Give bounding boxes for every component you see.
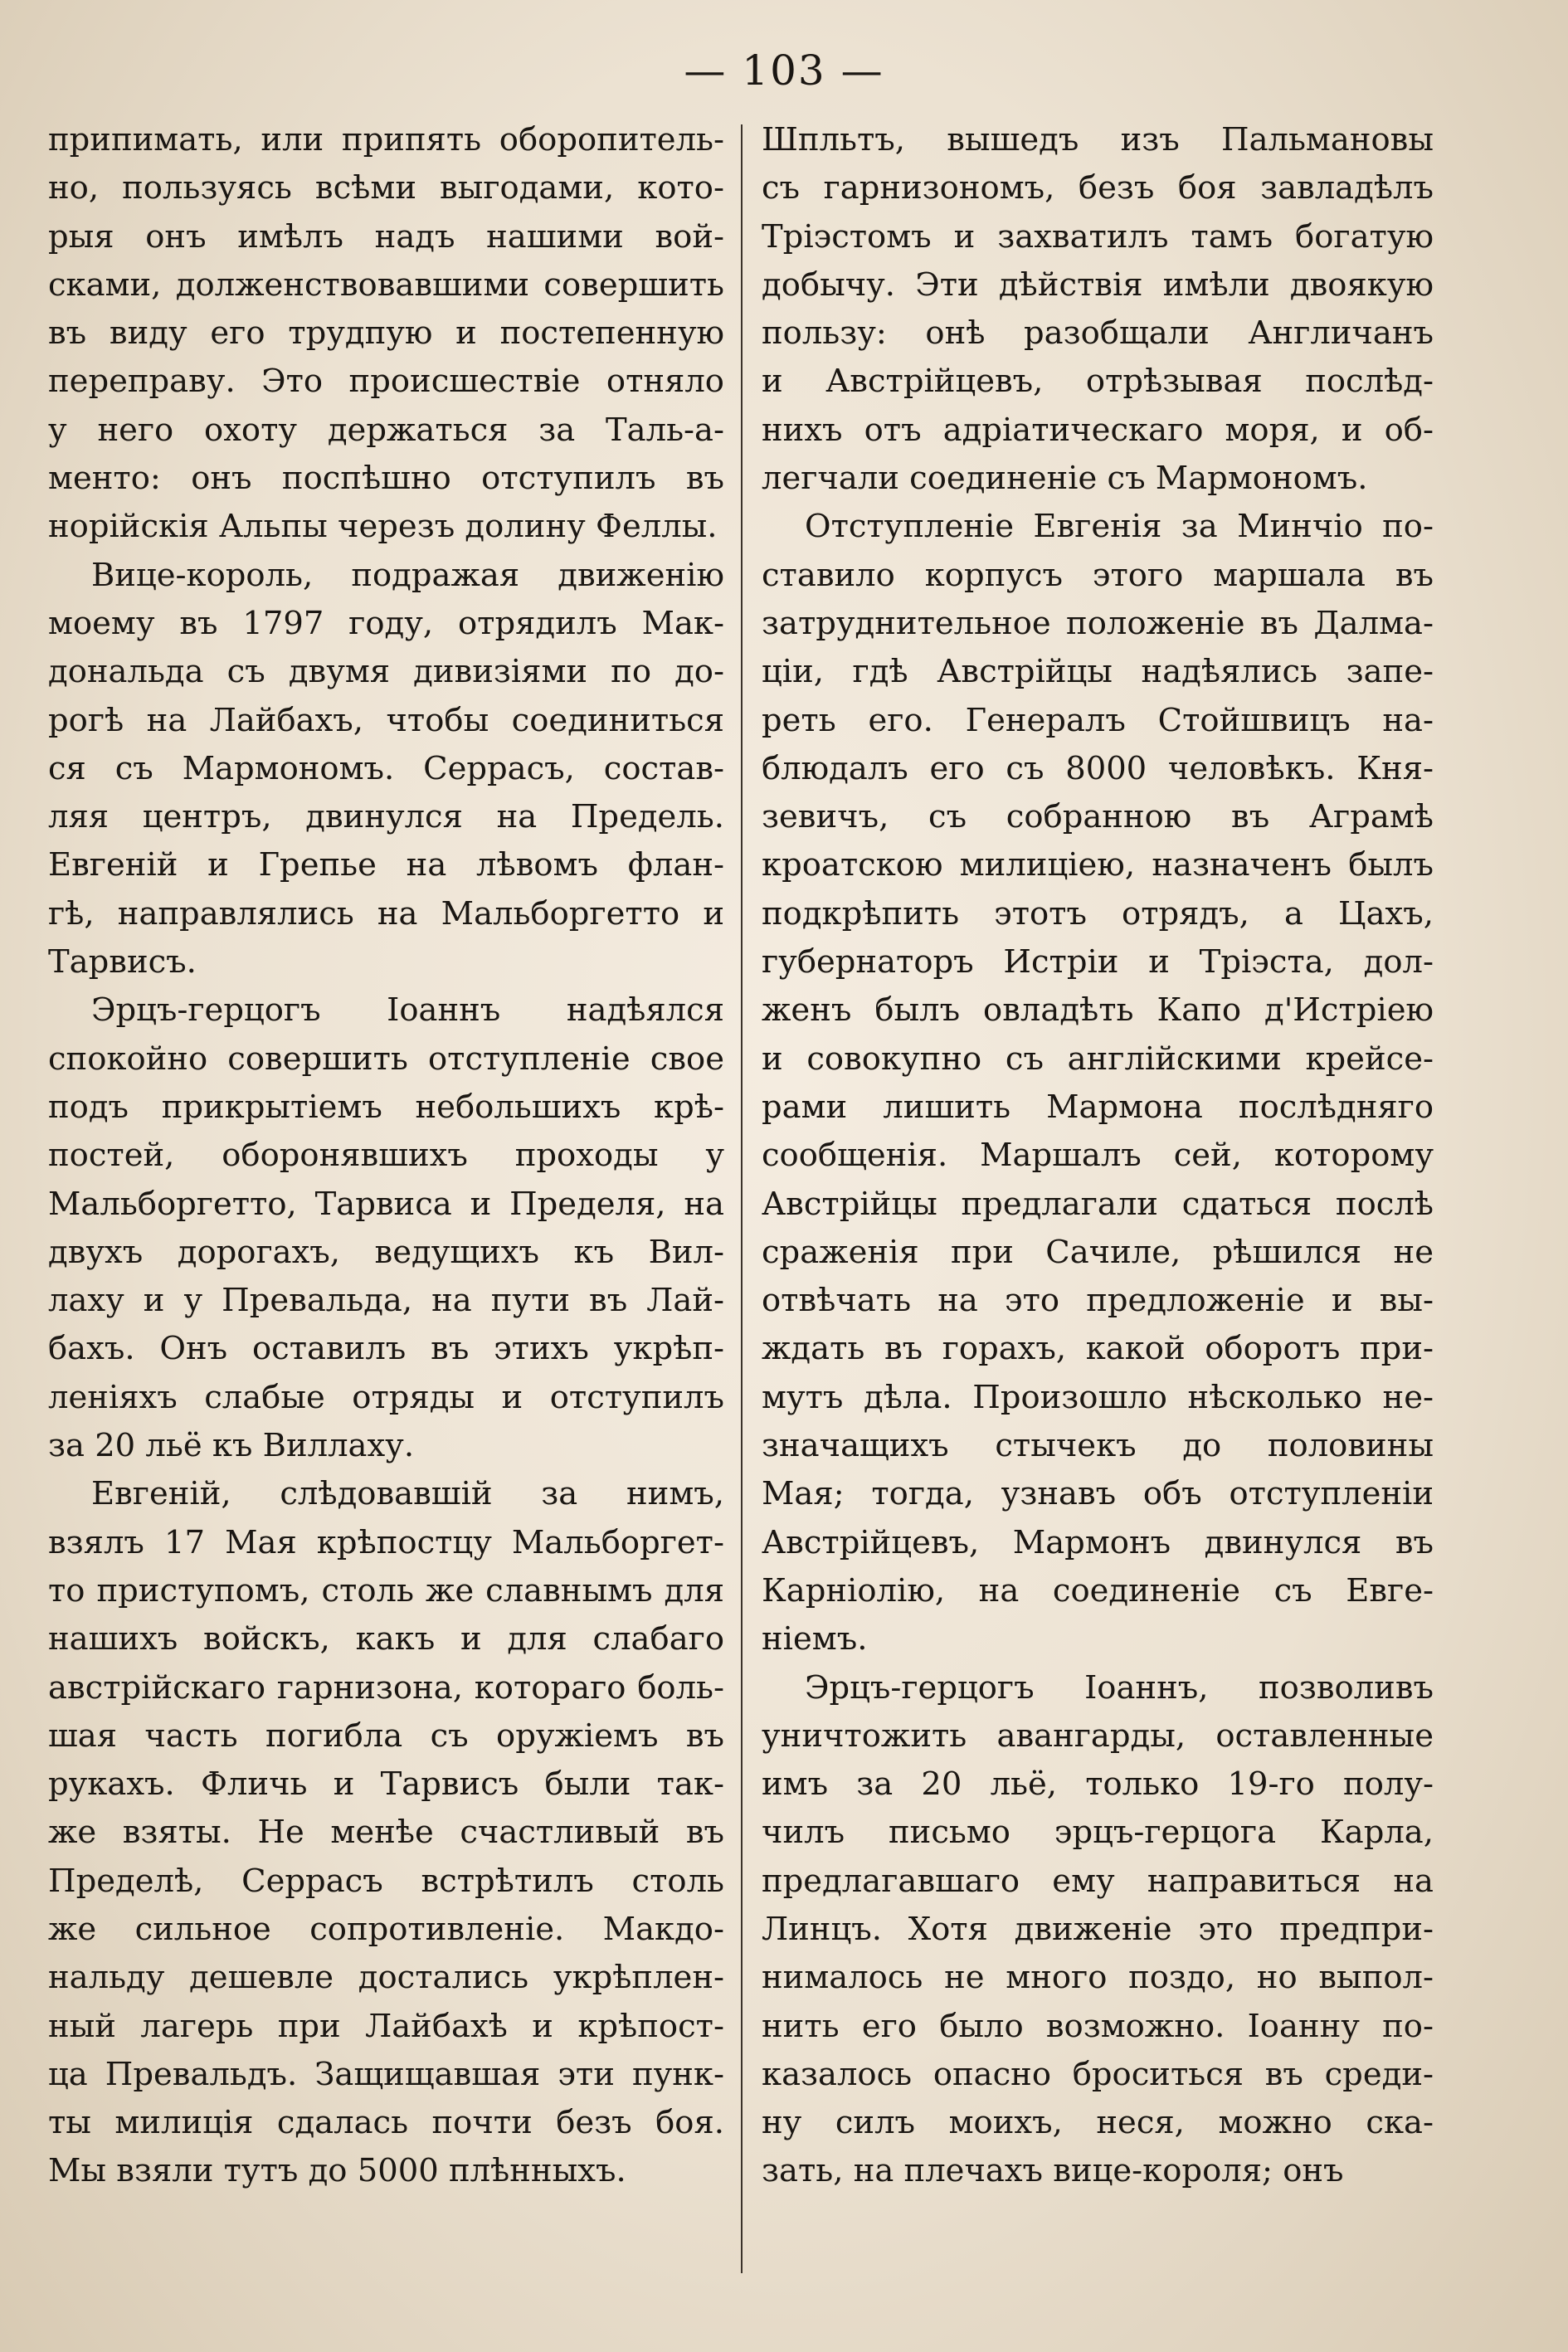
right-column-line: подкрѣпить этотъ отрядъ, а Цахъ, (762, 894, 1434, 933)
right-column-line: губернаторъ Истріи и Тріэста, дол- (762, 943, 1434, 981)
left-column-line: Эрцъ-герцогъ Іоаннъ надѣялся (91, 991, 724, 1030)
right-column-line: Шпльтъ, вышедъ изъ Пальмановы (762, 121, 1434, 158)
left-column-line: нашихъ войскъ, какъ и для слабаго (48, 1620, 724, 1658)
left-column-line: нальду дешевле достались укрѣплен- (48, 1959, 724, 1997)
left-column-line: но, пользуясь всѣми выгодами, кото- (48, 169, 724, 207)
right-column-line: затруднительное положеніе въ Далма- (762, 604, 1434, 642)
left-column-line: Мальборгетто, Тарвиса и Пределя, на (48, 1185, 724, 1223)
left-column-line: рогѣ на Лайбахъ, чтобы соединиться (48, 701, 724, 739)
left-column-line: Евгеній, слѣдовавшій за нимъ, (91, 1475, 724, 1513)
right-column-line: зевичъ, съ собранною въ Аграмѣ (762, 798, 1434, 836)
right-column-line: нихъ отъ адріатическаго моря, и об- (762, 411, 1434, 449)
left-column-line: то приступомъ, столь же славнымъ для (48, 1571, 724, 1609)
left-column-line: гѣ, направлялись на Мальборгетто и (48, 894, 724, 933)
left-column-line: подъ прикрытіемъ небольшихъ крѣ- (48, 1088, 724, 1126)
left-column-line: австрійскаго гарнизона, котораго боль- (48, 1668, 724, 1707)
right-column-line: легчали соединеніе съ Мармономъ. (762, 460, 1368, 498)
left-column-line: лаху и у Превальда, на пути въ Лай- (48, 1282, 724, 1320)
right-column-line: Линцъ. Хотя движеніе это предпри- (762, 1910, 1434, 1948)
left-column-line: менто: онъ поспѣшно отступилъ въ (48, 460, 724, 498)
left-column-line: переправу. Это происшествіе отняло (48, 363, 724, 401)
right-column-line: пользу: онѣ разобщали Англичанъ (762, 314, 1434, 353)
right-column-line: Мая; тогда, узнавъ объ отступленіи (762, 1475, 1434, 1513)
right-column-line: добычу. Эти дѣйствія имѣли двоякую (762, 265, 1434, 304)
right-column-line: сраженія при Сачиле, рѣшился не (762, 1233, 1434, 1271)
left-column-line: за 20 льё къ Виллаху. (48, 1427, 415, 1465)
left-column-line: ся съ Мармономъ. Серрасъ, состав- (48, 749, 724, 787)
left-column-line: въ виду его трудпую и постепенную (48, 314, 724, 353)
right-column-line: мутъ дѣла. Произошло нѣсколько не- (762, 1378, 1434, 1416)
left-column-line: дональда съ двумя дивизіями по до- (48, 653, 724, 691)
right-column-line: уничтожить авангарды, оставленные (762, 1717, 1434, 1755)
left-column-line: моему въ 1797 году, отрядилъ Мак- (48, 604, 724, 642)
right-column-line: зать, на плечахъ вице-короля; онъ (762, 2152, 1344, 2190)
right-column-line: отвѣчать на это предложеніе и вы- (762, 1282, 1434, 1320)
left-column-line: Евгеній и Грепье на лѣвомъ флан- (48, 846, 724, 884)
right-column-line: Австрійцы предлагали сдаться послѣ (762, 1185, 1434, 1223)
left-column-line: Пределѣ, Серрасъ встрѣтилъ столь (48, 1862, 724, 1900)
left-column-line: Тарвисъ. (48, 943, 197, 981)
right-column-line: и Австрійцевъ, отрѣзывая послѣд- (762, 363, 1434, 401)
right-column-line: ну силъ моихъ, неся, можно ска- (762, 2104, 1434, 2142)
left-column-line: Вице-король, подражая движенію (91, 556, 724, 594)
left-column-line: ца Превальдъ. Защищавшая эти пунк- (48, 2055, 724, 2093)
left-column (48, 116, 724, 2196)
right-column-line: Эрцъ-герцогъ Іоаннъ, позволивъ (805, 1668, 1434, 1707)
right-column-line: и совокупно съ англійскими крейсе- (762, 1040, 1434, 1078)
left-column-line: Мы взяли тутъ до 5000 плѣнныхъ. (48, 2152, 626, 2190)
right-column-line: предлагавшаго ему направиться на (762, 1862, 1434, 1900)
right-column-line: ціи, гдѣ Австрійцы надѣялись запе- (762, 653, 1434, 691)
right-column-line: значащихъ стычекъ до половины (762, 1427, 1434, 1465)
left-column-line: ты милиція сдалась почти безъ боя. (48, 2104, 724, 2142)
page-number: — 103 — (684, 46, 884, 95)
left-column-line: рыя онъ имѣлъ надъ нашими вой- (48, 217, 724, 256)
left-column-line: у него охоту держаться за Таль-а- (48, 411, 724, 449)
right-column-line: имъ за 20 льё, только 19-го полу- (762, 1765, 1434, 1804)
right-column-line: Отступленіе Евгенія за Минчіо по- (805, 508, 1434, 546)
right-column-line: ніемъ. (762, 1620, 868, 1658)
left-column-line: сками, долженствовавшими совершить (48, 265, 724, 304)
right-column-line: рами лишить Мармона послѣдняго (762, 1088, 1434, 1126)
left-column-line: бахъ. Онъ оставилъ въ этихъ укрѣп- (48, 1330, 724, 1368)
right-column-line: ставило корпусъ этого маршала въ (762, 556, 1434, 594)
right-column-line: женъ былъ овладѣть Капо д'Истріею (762, 991, 1434, 1030)
column-divider (741, 124, 743, 2273)
right-column-line: Тріэстомъ и захватилъ тамъ богатую (762, 217, 1434, 256)
right-column-line: реть его. Генералъ Стойшвицъ на- (762, 701, 1434, 739)
right-column (762, 116, 1434, 2196)
left-column-line: ляя центръ, двинулся на Предель. (48, 798, 724, 836)
left-column-line: шая часть погибла съ оружіемъ въ (48, 1717, 724, 1755)
right-column-line: блюдалъ его съ 8000 человѣкъ. Кня- (762, 749, 1434, 787)
right-column-line: кроатскою милиціею, назначенъ былъ (762, 846, 1434, 884)
left-column-line: леніяхъ слабые отряды и отступилъ (48, 1378, 724, 1416)
left-column-line: же сильное сопротивленіе. Макдо- (48, 1910, 724, 1948)
right-column-line: съ гарнизономъ, безъ боя завладѣлъ (762, 169, 1434, 207)
left-column-line: двухъ дорогахъ, ведущихъ къ Вил- (48, 1233, 724, 1271)
left-column-line: взялъ 17 Мая крѣпостцу Мальборгет- (48, 1523, 724, 1561)
right-column-line: нималось не много поздо, но выпол- (762, 1959, 1434, 1997)
right-column-line: чилъ письмо эрцъ-герцога Карла, (762, 1814, 1434, 1852)
left-column-line: же взяты. Не менѣе счастливый въ (48, 1814, 724, 1852)
right-column-line: Карніолію, на соединеніе съ Евге- (762, 1571, 1434, 1609)
left-column-line: припимать, или припять оборопитель- (48, 121, 724, 158)
right-column-line: ждать въ горахъ, какой оборотъ при- (762, 1330, 1434, 1368)
left-column-line: ный лагерь при Лайбахѣ и крѣпост- (48, 2007, 724, 2045)
right-column-line: Австрійцевъ, Мармонъ двинулся въ (762, 1523, 1434, 1561)
right-column-line: нить его было возможно. Іоанну по- (762, 2007, 1434, 2045)
left-column-line: рукахъ. Фличь и Тарвисъ были так- (48, 1765, 724, 1804)
right-column-line: сообщенія. Маршалъ сей, которому (762, 1137, 1434, 1175)
left-column-line: норійскія Альпы черезъ долину Феллы. (48, 508, 718, 546)
right-column-line: казалось опасно броситься въ среди- (762, 2055, 1434, 2093)
left-column-line: спокойно совершить отступленіе свое (48, 1040, 724, 1078)
left-column-line: постей, оборонявшихъ проходы у (48, 1137, 724, 1175)
